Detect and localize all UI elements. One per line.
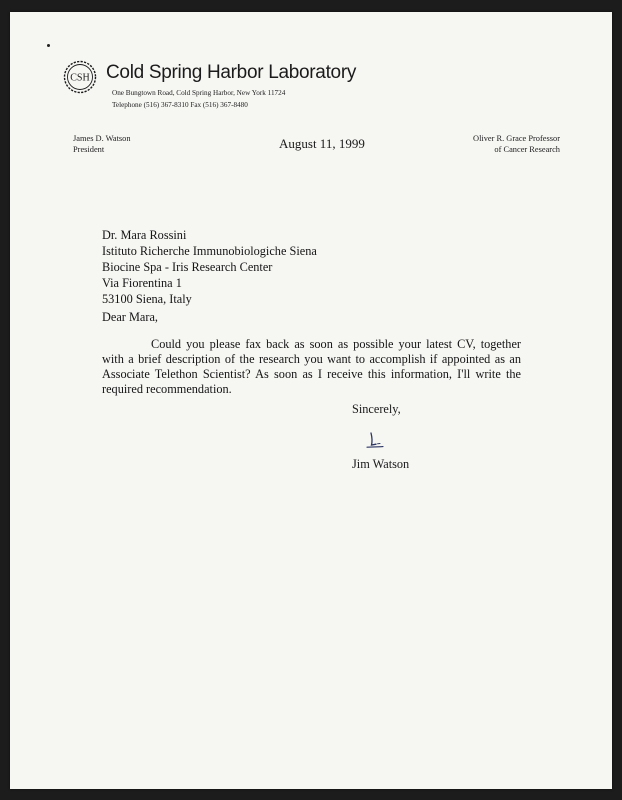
laboratory-name: Cold Spring Harbor Laboratory (106, 62, 357, 83)
recipient-line: Biocine Spa - Iris Research Center (102, 260, 273, 274)
salutation: Dear Mara, (102, 310, 158, 324)
letter-body: Could you please fax back as soon as possible your latest CV, together with a brief description of the research you want to accomplish if appointed as an Associate Telethon Scientist? As soon as I receive this information, I'll write the required recommendation. (102, 337, 521, 396)
professorship-block (473, 133, 560, 155)
recipient-address (102, 227, 317, 307)
logo-text: CSH (70, 72, 90, 84)
laboratory-phone: Telephone (516) 367-8310 Fax (516) 367-8480 (112, 101, 248, 109)
sender-block (73, 133, 131, 155)
letter-page (10, 12, 612, 789)
signer-name: Jim Watson (352, 457, 410, 471)
ink-dot (47, 44, 50, 47)
closing: Sincerely, (352, 402, 401, 416)
laboratory-address: One Bungtown Road, Cold Spring Harbor, New York 11724 (112, 89, 286, 97)
recipient-line: 53100 Siena, Italy (102, 292, 192, 306)
csh-logo-icon (63, 60, 97, 94)
sender-name: James D. Watson (73, 134, 131, 143)
recipient-line: Dr. Mara Rossini (102, 228, 187, 242)
letter-date: August 11, 1999 (279, 136, 365, 151)
recipient-line: Istituto Richerche Immunobiologiche Siena (102, 244, 317, 258)
professorship-line-2: of Cancer Research (494, 145, 560, 154)
sender-title: President (73, 145, 105, 154)
professorship-line-1: Oliver R. Grace Professor (473, 134, 560, 143)
recipient-line: Via Fiorentina 1 (102, 276, 182, 290)
signature-mark-icon (362, 430, 392, 450)
